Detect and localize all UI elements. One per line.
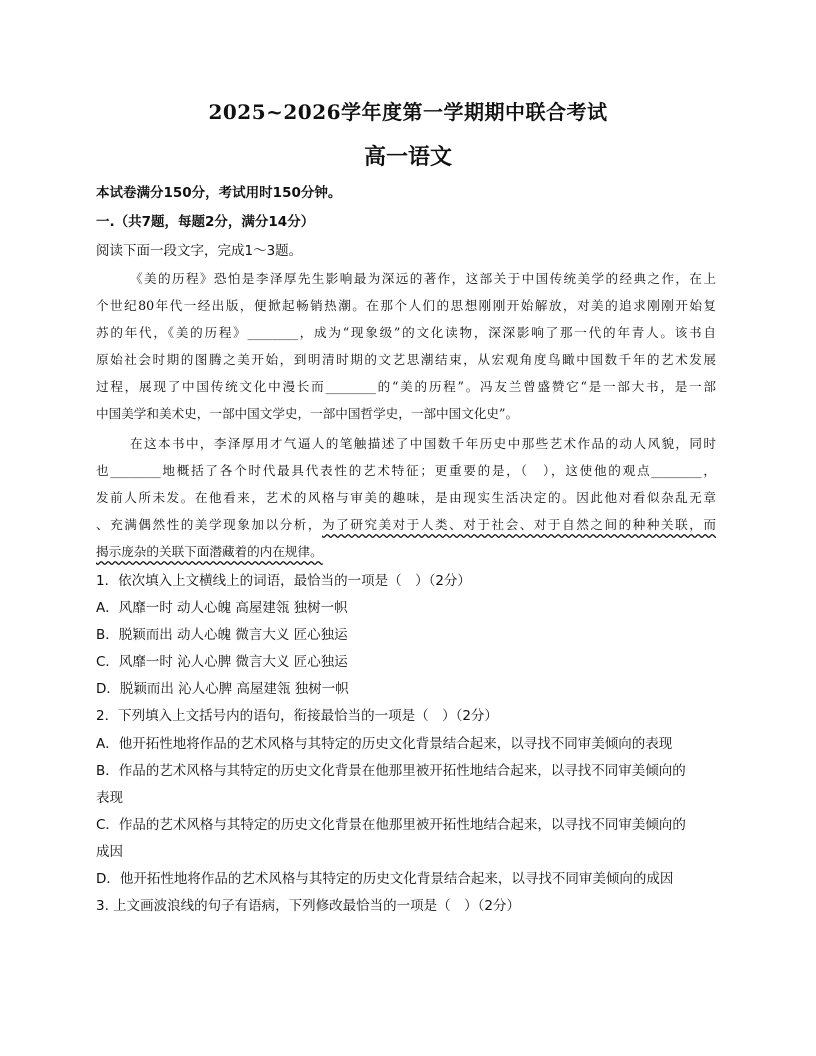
section-heading: 一.（共7题，每题2分，满分14分） [96,214,315,230]
wavy-underlined-sentence: 揭示庞杂的关联下面潜藏着的内在规律。 [96,544,323,559]
question-2-option-c: C．作品的艺术风格与其特定的历史文化背景在他那里被开拓性地结合起来，以寻找不同审美倾向的 [96,817,686,833]
passage-line [96,541,716,560]
wavy-underlined-sentence: 为了研究美对于人类、对于社会、对于自然之间的种种关联，而 [322,517,717,532]
question-1-option: D．脱颖而出 沁人心脾 高屋建瓴 独树一帜 [96,681,349,697]
reading-instruction: 阅读下面一段文字，完成1～3题。 [96,243,303,259]
question-1-option: C．风靡一时 沁人心脾 微言大义 匠心独运 [96,654,348,670]
question-2-stem: 2．下列填入上文括号内的语句，衔接最恰当的一项是（ ）（2分） [96,708,498,724]
question-2-option-b-continued: 表现 [96,790,123,806]
passage-text: 、充满偶然性的美学现象加以分析， [96,517,323,532]
passage-line: 《美的历程》恐怕是李泽厚先生影响最为深远的著作，这部关于中国传统美学的经典之作，在上 [130,271,716,286]
passage-line: 中国美学和美术史，一部中国文学史，一部中国哲学史，一部中国文化史”。 [96,406,519,421]
question-2-option-a: A．他开拓性地将作品的艺术风格与其特定的历史文化背景结合起来，以寻找不同审美倾向的表现 [96,736,673,752]
subject-title: 高一语文 [363,144,452,170]
passage-line: 过程，展现了中国传统文化中漫长而________的“美的历程”。冯友兰曾盛赞它“是一部大书，是一部 [96,379,716,394]
passage-line: 在这本书中，李泽厚用才气逼人的笔触描述了中国数千年历史中那些艺术作品的动人风貌，同时 [130,436,716,451]
passage-line: 原始社会时期的图腾之美开始，到明清时期的文艺思潮结束，从宏观角度鸟瞰中国数千年的艺术发展 [96,352,716,367]
question-3-stem: 3. 上文画波浪线的句子有语病，下列修改最恰当的一项是（ ）（2分） [96,898,521,914]
passage-line: 苏的年代，《美的历程》________，成为“现象级”的文化读物，深深影响了那一代的年青人。该书自 [96,325,716,340]
exam-info: 本试卷满分150分，考试用时150分钟。 [96,185,342,201]
question-2-option-d: D．他开拓性地将作品的艺术风格与其特定的历史文化背景结合起来，以寻找不同审美倾向的成因 [96,871,674,887]
passage-line [96,514,716,533]
question-1-stem: 1．依次填入上文横线上的词语，最恰当的一项是（ ）（2分） [96,573,471,589]
question-1-option: B．脱颖而出 动人心魄 微言大义 匠心独运 [96,627,348,643]
question-1-option: A．风靡一时 动人心魄 高屋建瓴 独树一帜 [96,600,348,616]
exam-title: 2025~2026学年度第一学期期中联合考试 [208,100,608,124]
passage-line: 个世纪80年代一经出版，便掀起畅销热潮。在那个人们的思想刚刚开始解放，对美的追求刚刚开始复 [96,298,716,313]
passage-line: 也________地概括了各个时代最具代表性的艺术特征；更重要的是，（ ），这使他的观点________， [96,463,716,478]
question-2-option-c-continued: 成因 [96,844,123,860]
passage-line: 发前人所未发。在他看来，艺术的风格与审美的趣味，是由现实生活决定的。因此他对看似杂乱无章 [96,490,716,505]
question-2-option-b: B．作品的艺术风格与其特定的历史文化背景在他那里被开拓性地结合起来，以寻找不同审美倾向的 [96,763,686,779]
